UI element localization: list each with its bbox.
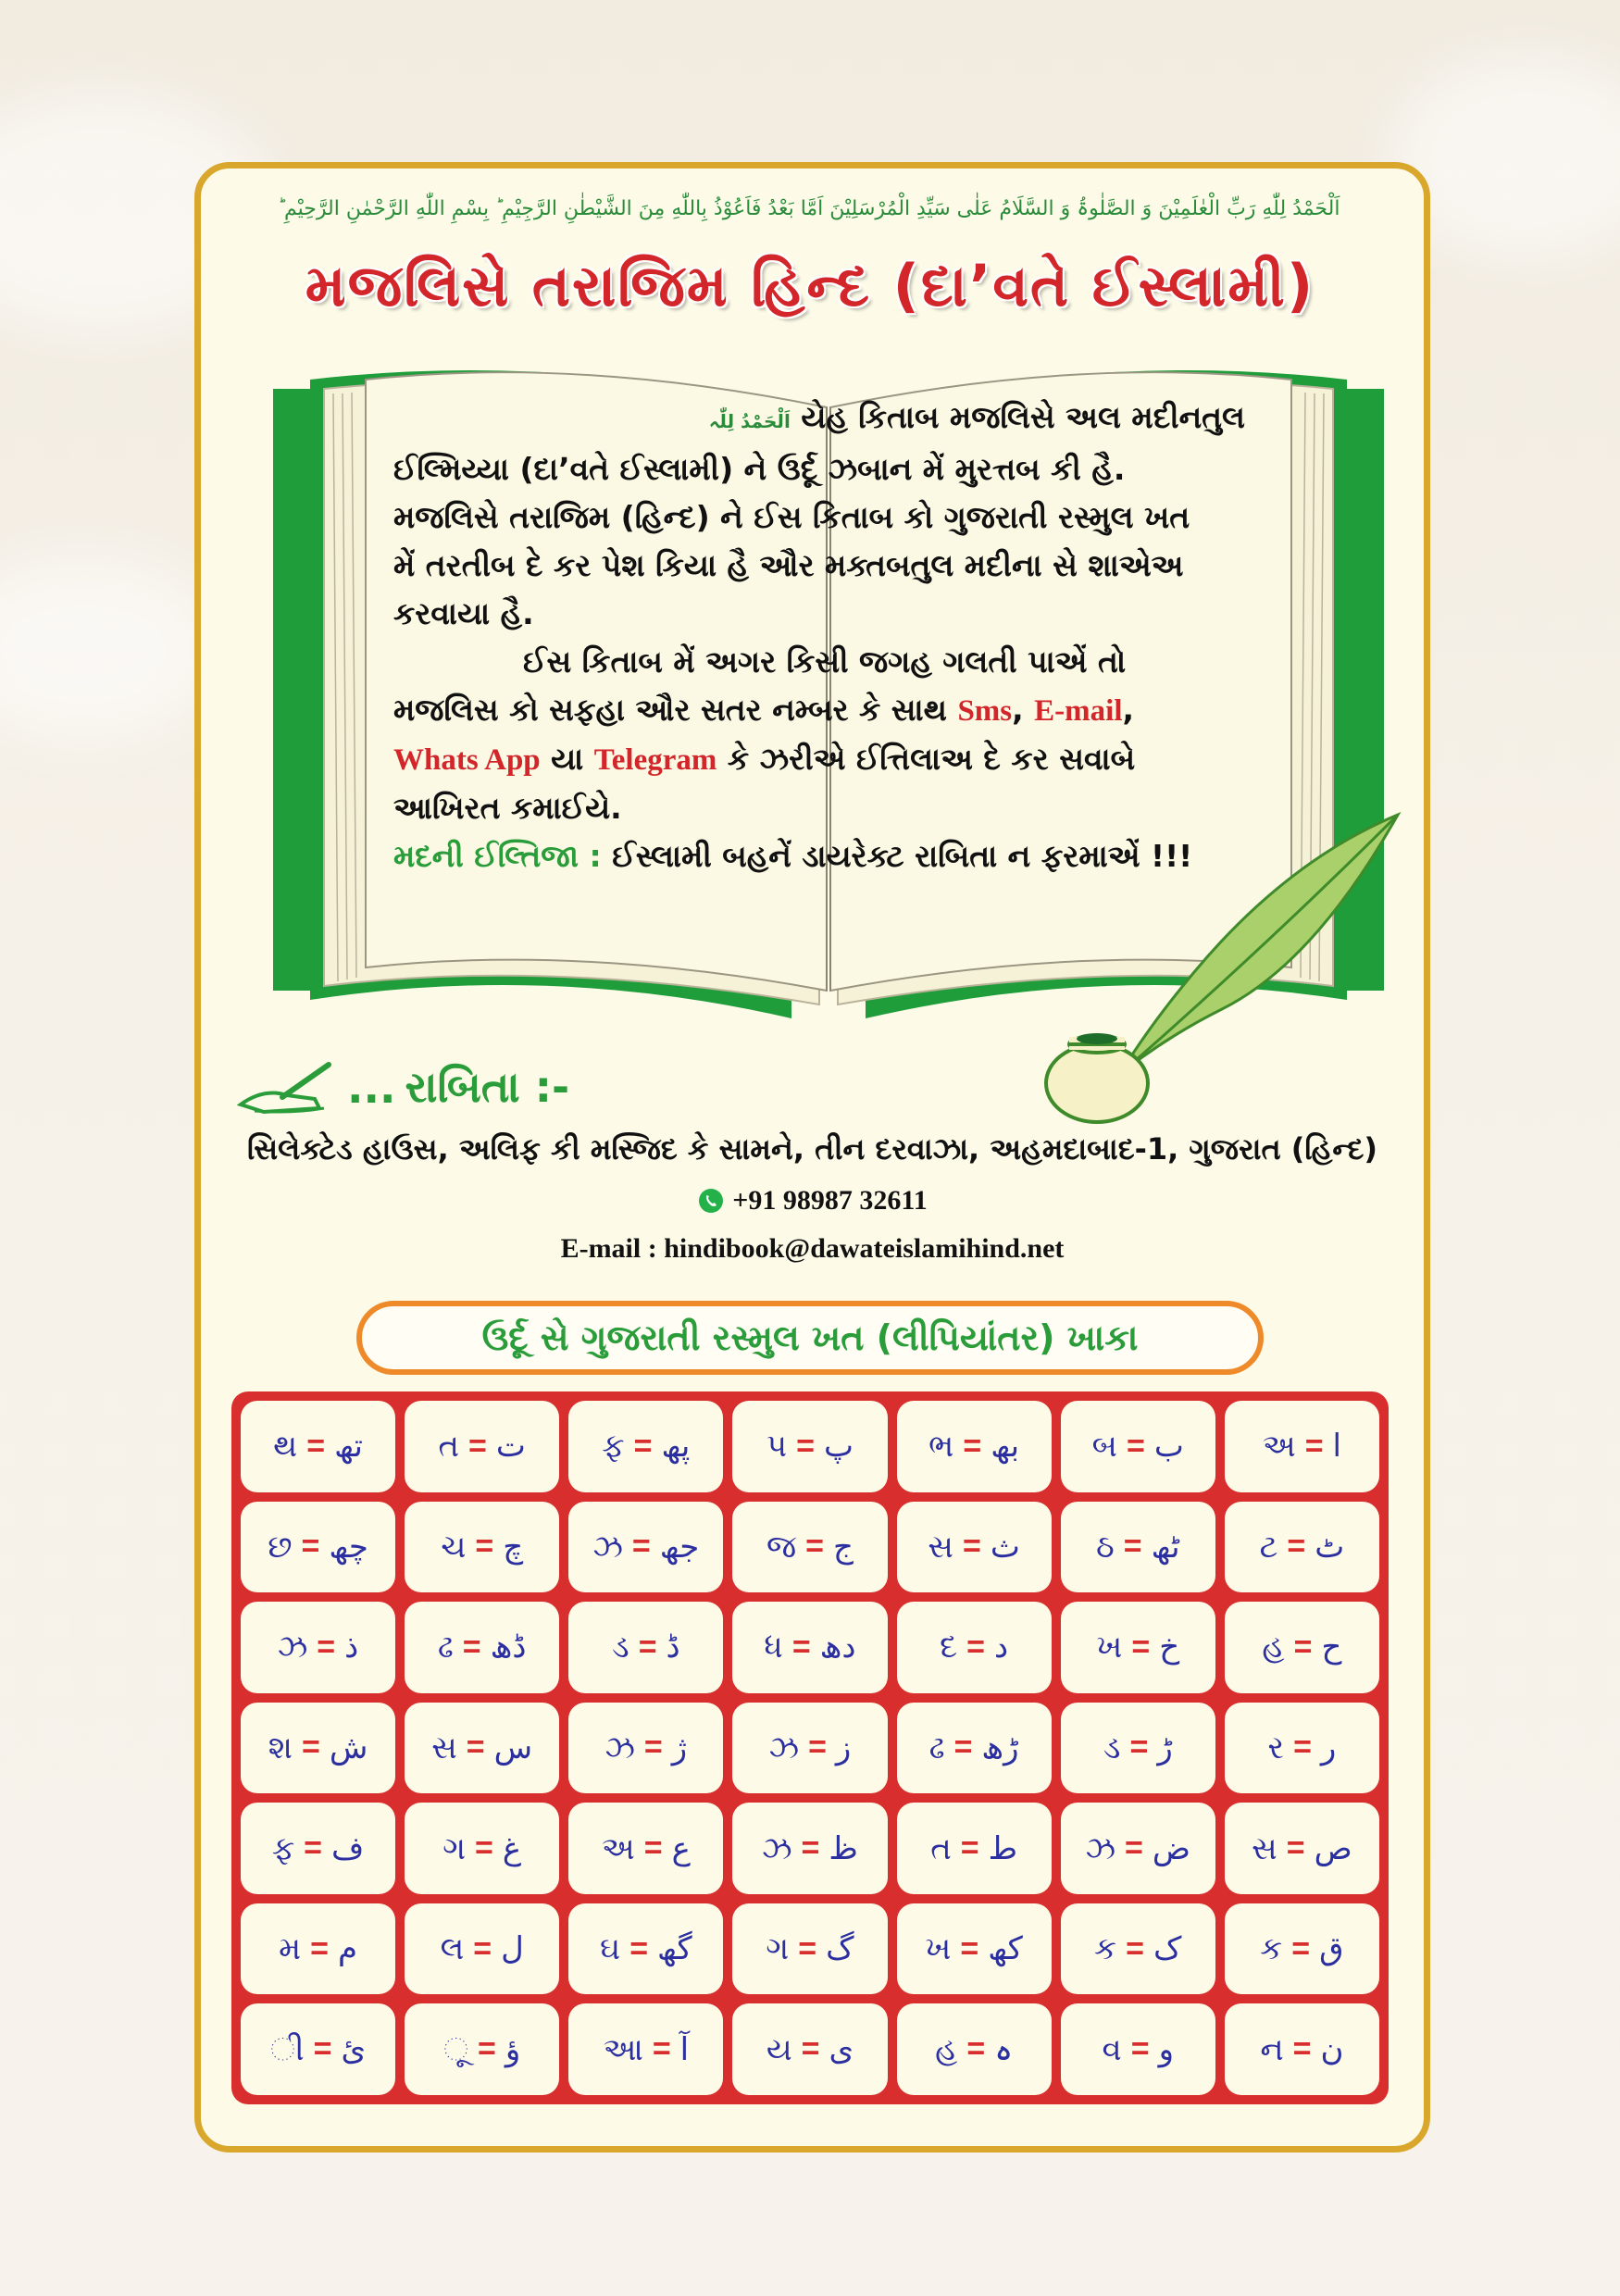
equals-sign: = — [633, 1428, 653, 1464]
letter-cell — [1061, 2003, 1215, 2095]
letter-cell — [1061, 1703, 1215, 1794]
address: સિલેક્ટેડ હાઉસ, અલિફ કી મસ્જિદ કે સામને, તીન દરવાઝા, અહમદાબાદ-1, ગુજરાત (હિન્દ) — [247, 1131, 1377, 1167]
urdu-letter: ٹھ — [1151, 1528, 1180, 1566]
equals-sign: = — [801, 1830, 820, 1866]
gujarati-letter: સ — [431, 1728, 457, 1766]
letter-cell — [241, 2003, 395, 2095]
equals-sign: = — [798, 1930, 817, 1966]
whatsapp-label: Whats App — [393, 743, 541, 777]
equals-sign: = — [475, 1830, 493, 1866]
equals-sign: = — [475, 1529, 494, 1565]
equals-sign: = — [966, 2031, 986, 2067]
gujarati-letter: મ — [279, 1930, 302, 1968]
comma: , — [1122, 692, 1135, 728]
letter-cell — [897, 2003, 1052, 2095]
gujarati-letter: ટ — [1259, 1528, 1278, 1566]
equals-sign: = — [473, 1930, 492, 1966]
gujarati-letter: પ — [766, 1428, 788, 1466]
urdu-letter: تھ — [334, 1428, 364, 1466]
letter-cell — [732, 1903, 887, 1995]
letter-cell — [1225, 1401, 1379, 1492]
letter-cell — [732, 1502, 887, 1593]
equals-sign: = — [1123, 1529, 1142, 1565]
equals-sign: = — [301, 1729, 320, 1766]
equals-sign: = — [1126, 1930, 1144, 1966]
urdu-letter: چھ — [329, 1528, 368, 1566]
gujarati-letter: ક — [1260, 1930, 1283, 1968]
equals-sign: = — [462, 1628, 481, 1665]
equals-sign: = — [317, 1628, 336, 1665]
letter-cell — [1061, 1401, 1215, 1492]
letter-cell — [1225, 2003, 1379, 2095]
urdu-letter: ح — [1321, 1628, 1342, 1666]
gujarati-letter: છ — [268, 1528, 293, 1566]
urdu-letter: ڈ — [666, 1628, 680, 1666]
phone-number[interactable]: +91 98987 32611 — [732, 1185, 928, 1216]
letter-cell — [405, 1401, 559, 1492]
urdu-letter: ن — [1320, 2030, 1344, 2068]
gujarati-letter: ઠ — [1095, 1528, 1115, 1566]
equals-sign: = — [468, 1428, 487, 1464]
gujarati-letter: ૂ — [443, 2030, 469, 2068]
urdu-letter: بھ — [991, 1428, 1020, 1466]
gujarati-letter: ઝ — [592, 1528, 623, 1566]
letter-cell — [1225, 1903, 1379, 1995]
letter-cell — [568, 1401, 723, 1492]
equals-sign: = — [1293, 1729, 1312, 1766]
equals-sign: = — [808, 1729, 827, 1766]
gujarati-letter: ઝ — [277, 1628, 308, 1666]
urdu-letter: س — [493, 1728, 533, 1766]
urdu-letter: خ — [1159, 1628, 1180, 1666]
urdu-letter: ر — [1320, 1728, 1337, 1766]
urdu-letter: چ — [503, 1528, 524, 1566]
equals-sign: = — [1286, 1830, 1305, 1866]
equals-sign: = — [1131, 1628, 1151, 1665]
gujarati-letter: સ — [1252, 1829, 1277, 1867]
urdu-letter: ث — [990, 1528, 1020, 1566]
letter-cell — [241, 1903, 395, 1995]
gujarati-letter: બ — [1091, 1428, 1117, 1466]
equals-sign: = — [631, 1529, 651, 1565]
urdu-letter: گ — [826, 1930, 854, 1968]
gujarati-letter: ફ — [602, 1428, 625, 1466]
book-line: ઈલ્મિય્યા (દા’વતે ઈસ્લામી) ને ઉર્દૂ ઝબાન મેં મુરત્તબ કી હૈ. — [393, 451, 1126, 487]
gujarati-letter: અ — [601, 1829, 635, 1867]
urdu-letter: ئ — [341, 2030, 367, 2068]
gujarati-letter: ય — [766, 2030, 792, 2068]
letter-cell — [241, 1803, 395, 1894]
gujarati-letter: ન — [1260, 2030, 1284, 2068]
equals-sign: = — [1130, 2031, 1150, 2067]
equals-sign: = — [1125, 1830, 1143, 1866]
equals-sign: = — [643, 1729, 663, 1766]
book-line: કરવાયા હૈ. — [393, 595, 534, 631]
urdu-letter: جھ — [659, 1528, 700, 1566]
letter-cell — [1061, 1502, 1215, 1593]
urdu-letter: ش — [329, 1728, 368, 1766]
gujarati-letter: ગ — [442, 1829, 467, 1867]
urdu-letter: ج — [833, 1528, 854, 1566]
urdu-letter: ز — [835, 1728, 852, 1766]
letter-cell — [568, 1803, 723, 1894]
gujarati-letter: હ — [935, 2030, 958, 2068]
book-line: કે ઝરીએ ઈત્તિલાઅ દે કર સવાબે — [727, 741, 1136, 777]
equals-sign: = — [960, 1830, 979, 1866]
ya-word: યા — [551, 741, 584, 777]
gujarati-letter: ઝ — [768, 1728, 800, 1766]
letter-cell — [732, 1803, 887, 1894]
equals-sign: = — [1291, 1930, 1311, 1966]
letter-cell — [568, 1502, 723, 1593]
sms-label: Sms — [957, 694, 1013, 728]
comma: , — [1012, 692, 1024, 728]
letter-cell — [897, 1401, 1052, 1492]
letter-cell — [1225, 1602, 1379, 1693]
equals-sign: = — [796, 1428, 815, 1464]
urdu-letter: ڑ — [1157, 1728, 1173, 1766]
quill-inkpot-icon — [1009, 805, 1435, 1139]
letter-cell — [732, 1602, 887, 1693]
letter-cell — [568, 1703, 723, 1794]
bismillah-line: اَلْحَمْدُ لِلّٰهِ رَبِّ الْعٰلَمِیْنَ وَ الصَّلٰوۃُ وَ السَّلَامُ عَلٰی سَیِّدِ الْمُرْسَلِیْنَ اَمَّا بَعْدُ فَاَعُوْذُ بِاللّٰهِ مِنَ الشَّیْطٰنِ الرَّجِیْمِ ؕ بِسْمِ اللّٰهِ الرَّحْمٰنِ الرَّحِیْمِ ؕ — [278, 196, 1340, 220]
equals-sign: = — [478, 2031, 496, 2067]
gujarati-letter: હ — [1262, 1628, 1285, 1666]
gujarati-letter: જ — [766, 1528, 797, 1566]
contact-heading — [236, 1055, 569, 1120]
book-line: મજલિસે તરાજિમ (હિન્દ) ને ઈસ કિતાબ કો ગુજરાતી રસ્મુલ ખત — [393, 499, 1190, 535]
gujarati-letter: ત — [438, 1428, 460, 1466]
letter-cell — [1225, 1502, 1379, 1593]
urdu-letter: پھ — [661, 1428, 691, 1466]
page-title: મજલિસે તરાજિમ હિન્દ (દા’વતે ઈસ્લામી) — [305, 252, 1315, 319]
whatsapp-icon — [697, 1187, 725, 1215]
urdu-letter: ی — [829, 2030, 854, 2068]
urdu-letter: دھ — [819, 1628, 856, 1666]
gujarati-letter: ખ — [1096, 1628, 1123, 1666]
equals-sign: = — [1129, 1729, 1149, 1766]
urdu-letter: غ — [502, 1829, 522, 1867]
gujarati-letter: ર — [1267, 1728, 1285, 1766]
letter-cell — [897, 1703, 1052, 1794]
book-line: મેં તરતીબ દે કર પેશ કિયા હૈ ઔર મક્તબતુલ મદીના સે શાએઅ — [393, 547, 1184, 583]
gujarati-letter: અ — [1262, 1428, 1296, 1466]
gujarati-letter: ભ — [928, 1428, 954, 1466]
madani-text: ઈસ્લામી બહનેં ડાયરેક્ટ રાબિતા ન ફરમાએં !!! — [612, 838, 1193, 874]
urdu-letter: ک — [1153, 1930, 1182, 1968]
gujarati-letter: ઝ — [1085, 1829, 1115, 1867]
equals-sign: = — [301, 1529, 320, 1565]
urdu-letter: ض — [1152, 1829, 1190, 1867]
gujarati-letter: ી — [270, 2030, 305, 2068]
gujarati-letter: ગ — [766, 1930, 790, 1968]
letter-cell — [1061, 1803, 1215, 1894]
transliteration-grid — [231, 1391, 1389, 2104]
urdu-letter: آ — [679, 2030, 690, 2068]
urdu-letter: ذ — [344, 1628, 359, 1666]
letter-cell — [241, 1602, 395, 1693]
gujarati-letter: ખ — [925, 1930, 952, 1968]
gujarati-letter: ઢ — [928, 1728, 945, 1766]
telegram-label: Telegram — [593, 743, 717, 777]
equals-sign: = — [304, 1830, 323, 1866]
equals-sign: = — [801, 2031, 820, 2067]
letter-cell — [241, 1401, 395, 1492]
urdu-letter: ا — [1332, 1428, 1341, 1466]
letter-cell — [897, 1803, 1052, 1894]
letter-cell — [405, 1903, 559, 1995]
equals-sign: = — [1287, 1529, 1306, 1565]
equals-sign: = — [960, 1930, 979, 1966]
gujarati-letter: ધ — [764, 1628, 783, 1666]
gujarati-letter: ઘ — [599, 1930, 621, 1968]
urdu-letter: ف — [331, 1829, 365, 1867]
letter-cell — [732, 1703, 887, 1794]
gujarati-letter: વ — [1102, 2030, 1122, 2068]
gujarati-letter: ઝ — [762, 1829, 792, 1867]
urdu-letter: ب — [1153, 1428, 1184, 1466]
urdu-letter: ڈھ — [490, 1628, 527, 1666]
gujarati-letter: ત — [930, 1829, 952, 1867]
email-label: E-mail — [1034, 694, 1123, 728]
letter-cell — [405, 1502, 559, 1593]
letter-cell — [405, 1602, 559, 1693]
urdu-letter: ت — [495, 1428, 526, 1466]
urdu-letter: ط — [988, 1829, 1018, 1867]
gujarati-letter: દ — [940, 1628, 958, 1666]
urdu-letter: م — [337, 1930, 358, 1968]
urdu-letter: ژ — [671, 1728, 688, 1766]
equals-sign: = — [966, 1628, 985, 1665]
equals-sign: = — [1126, 1428, 1145, 1464]
letter-cell — [732, 1401, 887, 1492]
book-line: આખિરત કમાઈયે. — [393, 790, 622, 826]
letter-cell — [405, 1703, 559, 1794]
writing-hand-icon — [236, 1060, 347, 1116]
letter-cell — [1061, 1903, 1215, 1995]
urdu-letter: ڑھ — [981, 1728, 1019, 1766]
equals-sign: = — [805, 1529, 825, 1565]
equals-sign: = — [643, 1830, 663, 1866]
madani-label: મદની ઈલ્તિજા : — [393, 838, 602, 874]
letter-cell — [1061, 1602, 1215, 1693]
book-line: મજલિસ કો સફહા ઔર સતર નમ્બર કે સાથ — [393, 692, 947, 728]
equals-sign: = — [1292, 2031, 1312, 2067]
equals-sign: = — [962, 1529, 981, 1565]
equals-sign: = — [1293, 1628, 1313, 1665]
gujarati-letter: શ — [268, 1728, 293, 1766]
letter-cell — [568, 1903, 723, 1995]
book-line: યેહ કિતાબ મજલિસે અલ મદીનતુલ — [801, 399, 1245, 435]
urdu-letter: ٹ — [1315, 1528, 1345, 1566]
letter-cell — [241, 1502, 395, 1593]
letter-cell — [405, 1803, 559, 1894]
equals-sign: = — [306, 1428, 326, 1464]
urdu-letter: کھ — [988, 1930, 1023, 1968]
gujarati-letter: આ — [603, 2030, 643, 2068]
equals-sign: = — [963, 1428, 982, 1464]
urdu-letter: ؤ — [505, 2030, 521, 2068]
gujarati-letter: થ — [273, 1428, 298, 1466]
urdu-letter: د — [994, 1628, 1009, 1666]
letter-cell — [568, 2003, 723, 2095]
equals-sign: = — [791, 1628, 811, 1665]
contact-dots: ... — [347, 1063, 396, 1113]
chart-title: ઉર્દૂ સે ગુજરાતી રસ્મુલ ખત (લીપિયાંતર) ખાકા — [356, 1301, 1264, 1375]
letter-cell — [568, 1602, 723, 1693]
urdu-letter: ہ — [994, 2031, 1014, 2069]
equals-sign: = — [310, 1930, 329, 1966]
letter-cell — [1225, 1703, 1379, 1794]
urdu-letter: ع — [671, 1829, 691, 1867]
letter-cell — [241, 1703, 395, 1794]
hamd-arabic: اَلْحَمْدُ لِلّٰہ — [708, 410, 791, 432]
gujarati-letter: સ — [928, 1528, 953, 1566]
letter-cell — [897, 1602, 1052, 1693]
gujarati-letter: ફ — [271, 1829, 295, 1867]
gujarati-letter: ઝ — [604, 1728, 635, 1766]
equals-sign: = — [1304, 1428, 1324, 1464]
email-address[interactable]: E-mail : hindibook@dawateislamihind.net — [560, 1233, 1065, 1264]
gujarati-letter: ક — [1094, 1930, 1117, 1968]
book-line: ઈસ કિતાબ મેં અગર કિસી જગહ ગલતી પાએં તો — [523, 643, 1127, 680]
urdu-letter: گھ — [657, 1930, 692, 1968]
contact-label: રાબિતા :- — [405, 1062, 570, 1112]
equals-sign: = — [313, 2031, 332, 2067]
urdu-letter: ل — [501, 1930, 524, 1968]
gujarati-letter: ડ — [1103, 1728, 1121, 1766]
equals-sign: = — [466, 1729, 485, 1766]
equals-sign: = — [638, 1628, 657, 1665]
gujarati-letter: ચ — [441, 1528, 467, 1566]
urdu-letter: ق — [1319, 1930, 1344, 1968]
equals-sign: = — [652, 2031, 671, 2067]
urdu-letter: ظ — [829, 1829, 858, 1867]
letter-cell — [897, 1903, 1052, 1995]
letter-cell — [897, 1502, 1052, 1593]
gujarati-letter: લ — [440, 1930, 465, 1968]
gujarati-letter: ઢ — [437, 1628, 454, 1666]
phone-row — [204, 1185, 1421, 1217]
equals-sign: = — [953, 1729, 973, 1766]
letter-cell — [405, 2003, 559, 2095]
urdu-letter: و — [1158, 2030, 1174, 2068]
letter-cell — [732, 2003, 887, 2095]
urdu-letter: پ — [823, 1428, 854, 1466]
letter-cell — [1225, 1803, 1379, 1894]
equals-sign: = — [629, 1930, 649, 1966]
background-cloud — [0, 555, 222, 741]
urdu-letter: ص — [1314, 1829, 1352, 1867]
gujarati-letter: ડ — [612, 1628, 629, 1666]
